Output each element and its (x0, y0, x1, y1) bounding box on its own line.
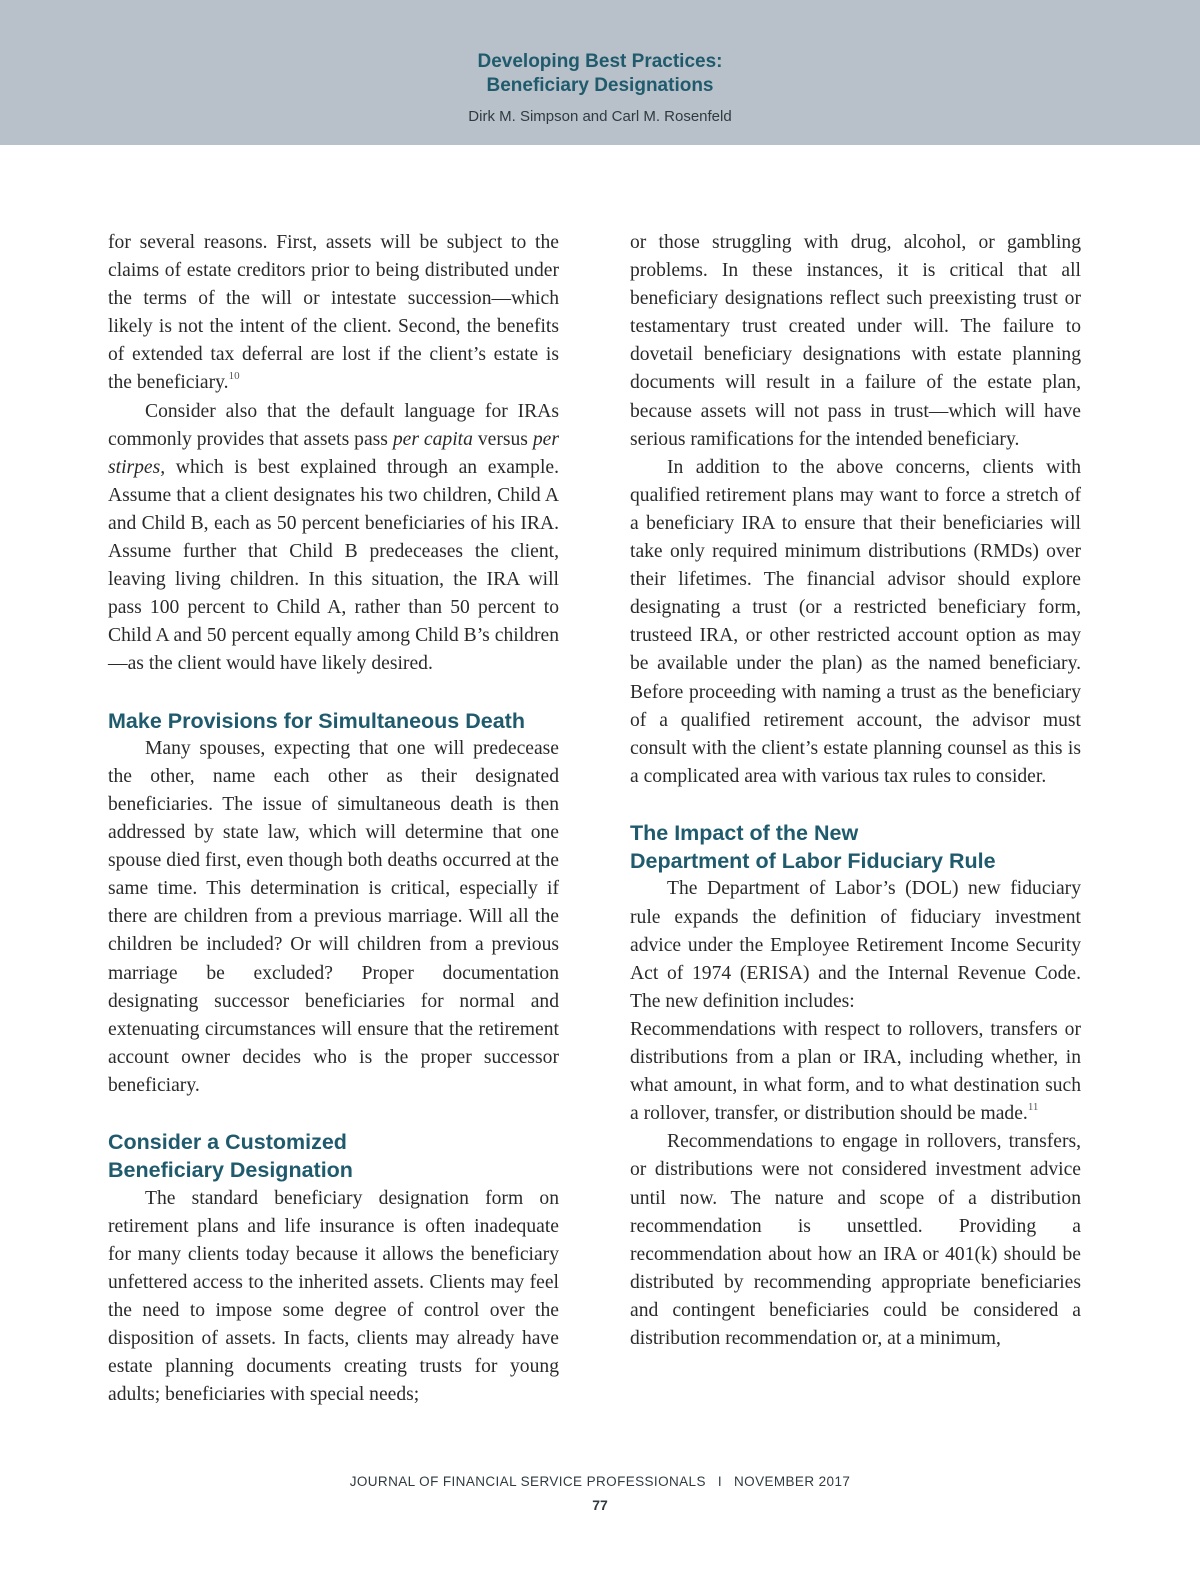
quote-text: Recommendations with respect to rollovers, transfers or distributions from a plan or IRA, including whether, in what amount, in what form, and to what destination such a rollover, transfer, or distribution should be made. (630, 1018, 1081, 1125)
section-heading-dol-fiduciary-rule (630, 819, 1081, 876)
page-footer (0, 1474, 1200, 1513)
article-title (0, 50, 1200, 98)
paragraph: The Department of Labor’s (DOL) new fiduciary rule expands the definition of fiduciary investment advice under the Employee Retirement Income Security Act of 1974 (ERISA) and the Internal Revenue Code. The new definition includes: (630, 878, 1081, 1012)
block-quote (630, 1016, 1081, 1128)
paragraph: Recommendations to engage in rollovers, transfers, or distributions were not considered investment advice until now. The nature and scope of a distribution recommendation is unsettled. Providing a recommendation about how an IRA or 401(k) should be distributed by recommending appropriate beneficiaries and contingent beneficiaries could be considered a distribution recommendation or, at a minimum, (630, 1131, 1081, 1349)
paragraph-text: Consider also that the default language for IRAs commonly provides that assets pass (108, 400, 559, 450)
footer-journal-line (0, 1474, 1200, 1489)
paragraph (108, 229, 559, 398)
paragraph: Many spouses, expecting that one will predecease the other, name each other as their designated beneficiaries. The issue of simultaneous death is then addressed by state law, which will determine that one spouse died first, even though both deaths occurred at the same time. This determination is critical, especially if there are children from a previous marriage. Will all the children be included? Or will children from a previous marriage be excluded? Proper documentation designating successor beneficiaries for normal and extenuating circumstances will ensure that the retirement account owner decides who is the proper successor beneficiary. (108, 737, 559, 1096)
paragraph-text: which is best explained through an example. Assume that a client designates his two children, Child A and Child B, each as 50 percent beneficiaries of his IRA. Assume further that Child B predeceases the client, leaving living children. In this situation, the IRA will pass 100 percent to Child A, rather than 50 percent to Child A and 50 percent equally among Child B’s children—as the client would have likely desired. (108, 456, 559, 675)
section-heading-customized-designation (108, 1128, 559, 1185)
page-number: 77 (592, 1497, 608, 1513)
paragraph: The standard beneficiary designation form on retirement plans and life insurance is often inadequate for many clients today because it allows the beneficiary unfettered access to the inherited assets. Clients may feel the need to impose some degree of control over the disposition of assets. In facts, clients may already have estate planning documents creating trusts for young adults; beneficiaries with special needs; (108, 1187, 559, 1406)
heading-line: Department of Labor Fiduciary Rule (630, 849, 996, 874)
footnote-ref[interactable]: 10 (228, 370, 240, 383)
article-authors: Dirk M. Simpson and Carl M. Rosenfeld (468, 108, 732, 125)
heading-line: Consider a Customized (108, 1130, 347, 1155)
right-column (630, 229, 1081, 1353)
header-band (0, 0, 1200, 145)
paragraph (108, 398, 559, 679)
paragraph-text: for several reasons. First, assets will be subject to the claims of estate creditors prior to being distributed under the terms of the will or intestate succession—which likely is not the intent of the client. Second, the benefits of extended tax deferral are lost if the client’s estate is the beneficiary. (108, 232, 559, 394)
section-heading-simultaneous-death: Make Provisions for Simultaneous Death (108, 708, 525, 733)
italic-term: per capita (392, 428, 473, 450)
heading-line: The Impact of the New (630, 820, 859, 845)
footnote-ref[interactable]: 11 (1027, 1101, 1039, 1114)
heading-line: Beneficiary Designation (108, 1158, 353, 1183)
left-column (108, 229, 559, 1409)
paragraph-text: versus (472, 428, 533, 450)
italic-term: per stirpes, (108, 428, 559, 478)
article-title-line1: Developing Best Practices: (477, 51, 723, 72)
footer-separator: I (717, 1474, 723, 1489)
issue-date: NOVEMBER 2017 (734, 1474, 851, 1489)
paragraph: In addition to the above concerns, clients with qualified retirement plans may want to force a stretch of a beneficiary IRA to ensure that their beneficiaries will take only required minimum distributions (RMDs) over their lifetimes. The financial advisor should explore designating a trust (or a restricted beneficiary form, trusteed IRA, or other restricted account option as may be available under the plan) as the named beneficiary. Before proceeding with naming a trust as the beneficiary of a qualified retirement account, the advisor must consult with the client’s estate planning counsel as this is a complicated area with various tax rules to consider. (630, 456, 1081, 787)
paragraph: or those struggling with drug, alcohol, or gambling problems. In these instances, it is critical that all beneficiary designations reflect such preexisting trust or testamentary trust created under will. The failure to dovetail beneficiary designations with estate planning documents will result in a failure of the estate plan, because assets will not pass in trust—which will have serious ramifications for the intended beneficiary. (630, 232, 1081, 450)
article-title-line2: Beneficiary Designations (486, 75, 714, 96)
journal-name: JOURNAL OF FINANCIAL SERVICE PROFESSIONALS (349, 1474, 706, 1489)
